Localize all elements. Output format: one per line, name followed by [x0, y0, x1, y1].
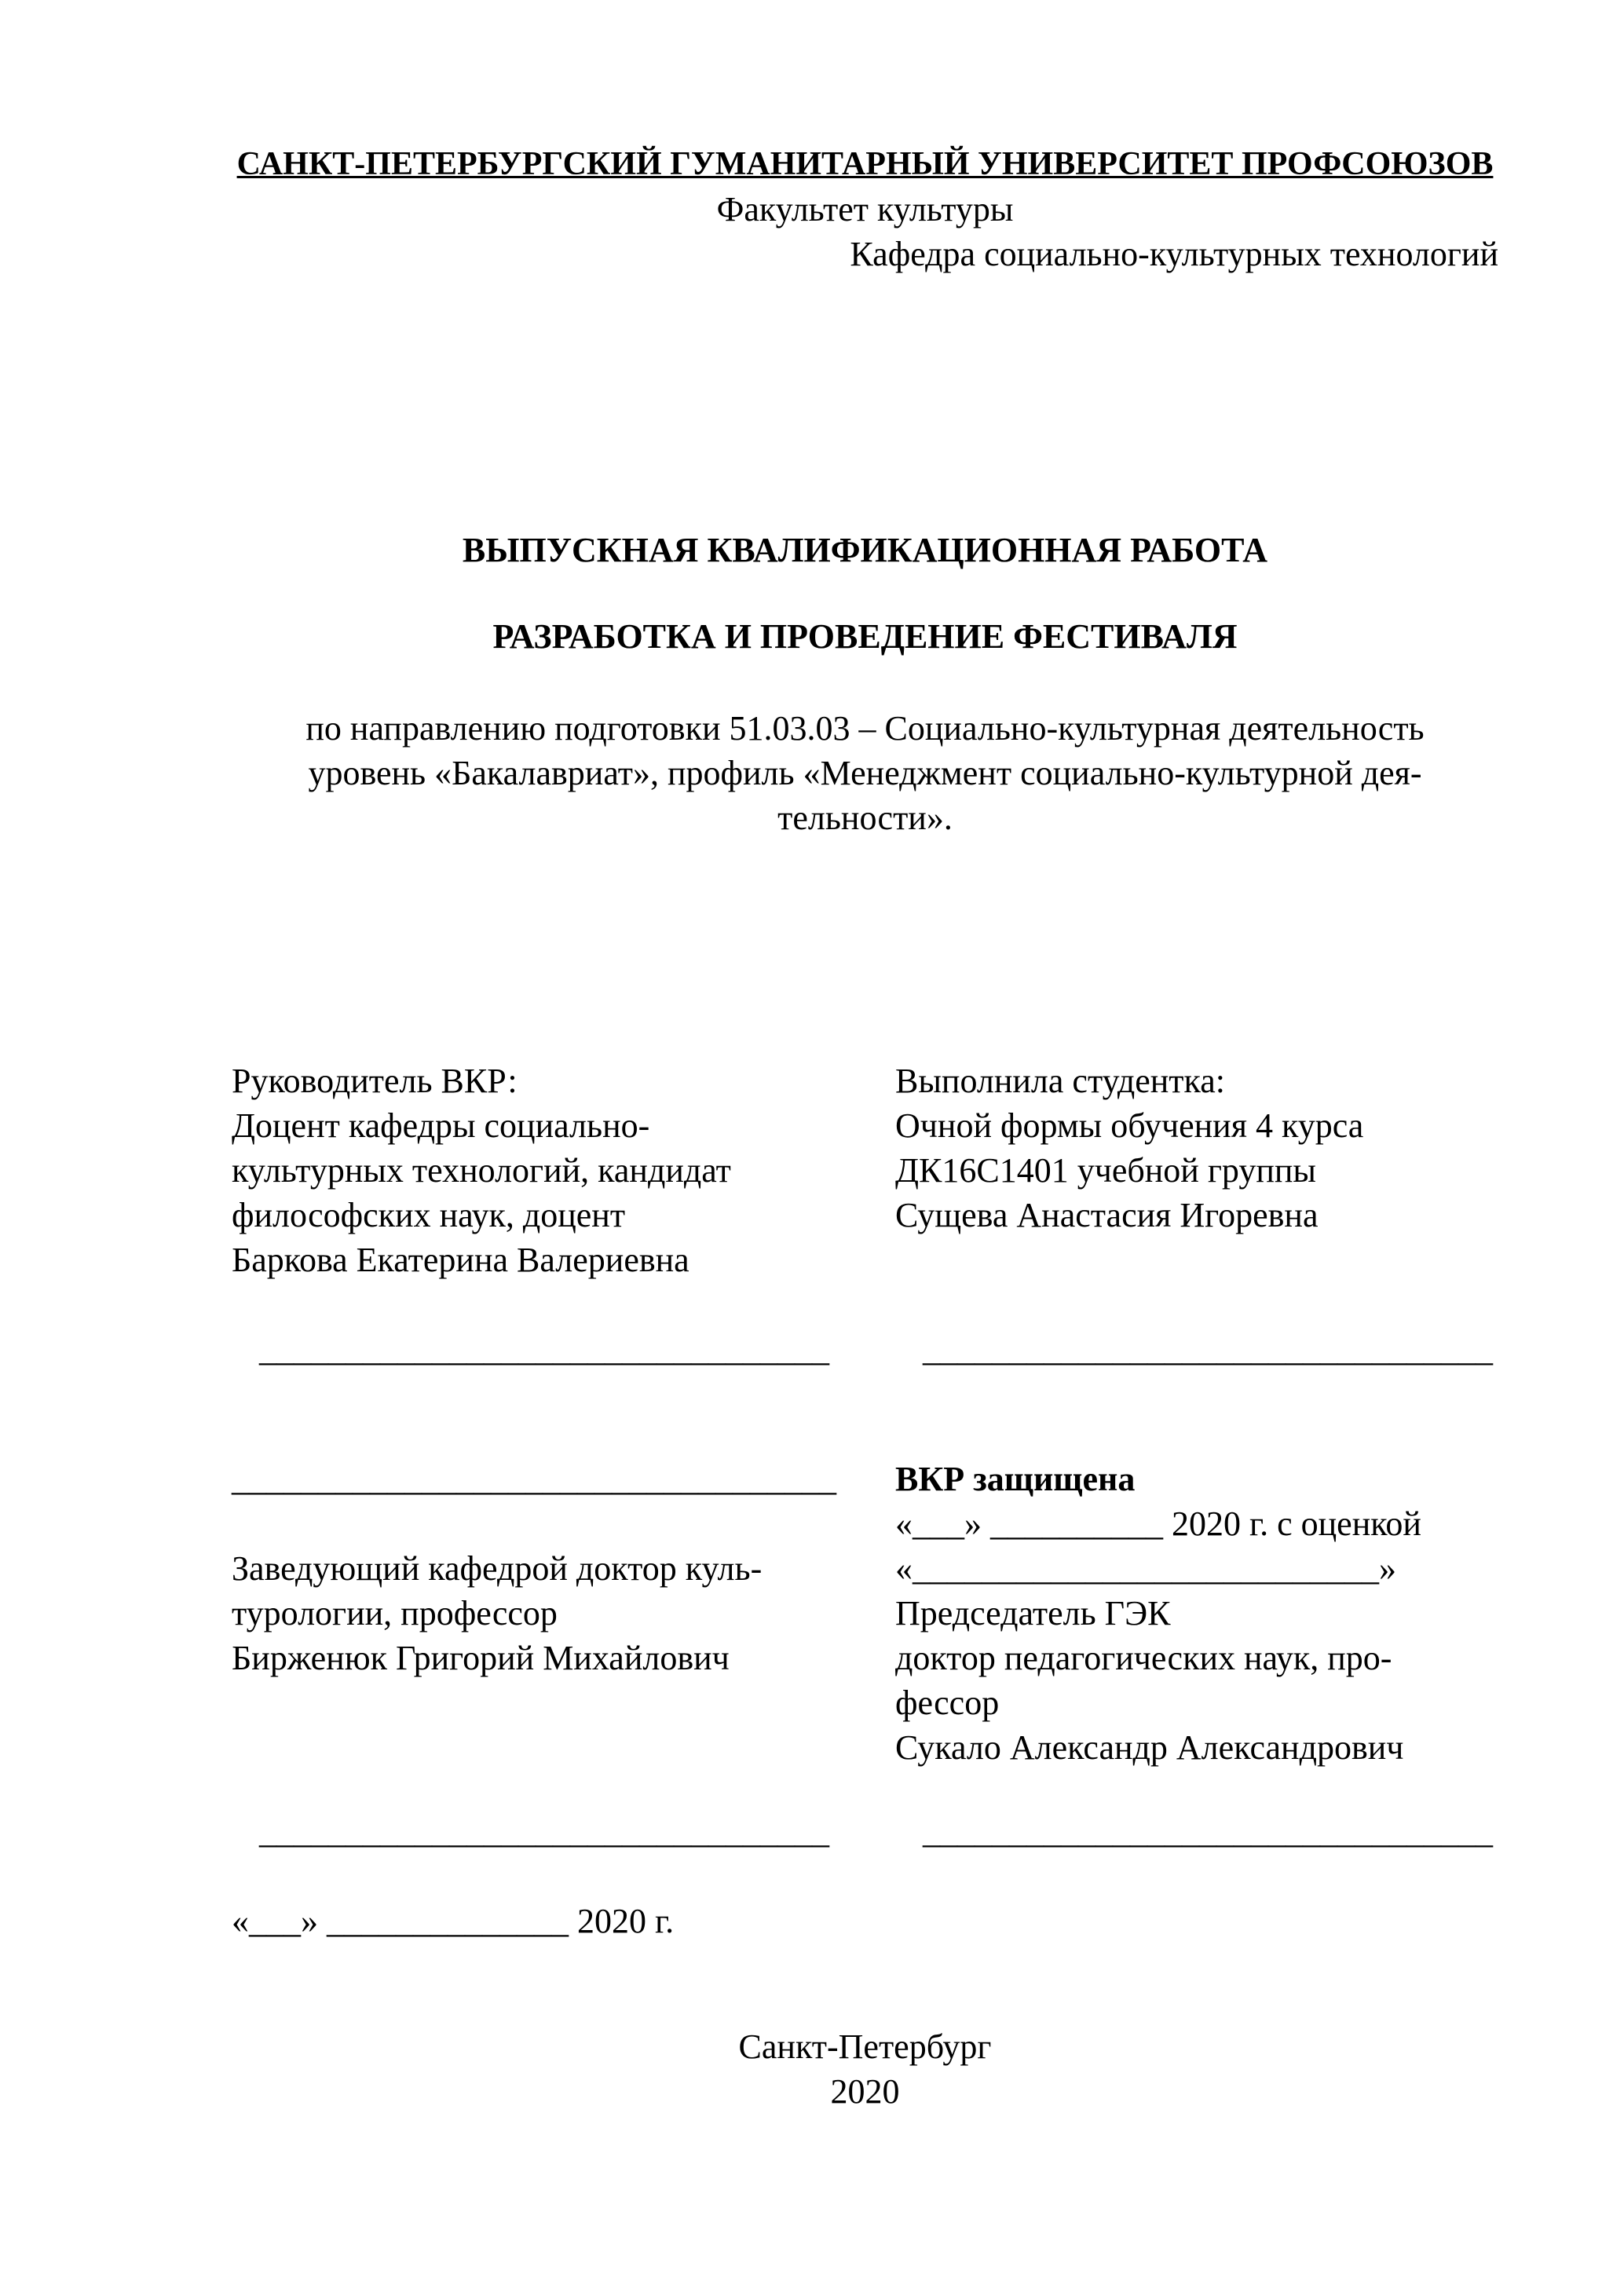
title-page-body: [232, 528, 1498, 2114]
signature-line: _________________________________: [259, 1330, 829, 1369]
chairman-line-1: доктор педагогических наук, про-: [895, 1639, 1392, 1677]
supervisor-block: [232, 1058, 895, 1282]
work-title: РАЗРАБОТКА И ПРОВЕДЕНИЕ ФЕСТИВАЛЯ: [492, 617, 1238, 656]
student-label: Выполнила студентка:: [895, 1062, 1225, 1100]
supervisor-label: Руководитель ВКР:: [232, 1062, 518, 1100]
chairman-signature-cell: [923, 1809, 1498, 1854]
chairman-line-2: фессор: [895, 1684, 1000, 1722]
work-type-title: ВЫПУСКНАЯ КВАЛИФИКАЦИОННАЯ РАБОТА: [462, 531, 1268, 569]
department-name: Кафедра социально-культурных технологий: [850, 235, 1498, 273]
signature-line: _________________________________: [923, 1812, 1493, 1851]
department-head-signature-cell: [232, 1809, 923, 1854]
student-line-2: ДК16С1401 учебной группы: [895, 1151, 1316, 1190]
program-line-2: уровень «Бакалавриат», профиль «Менеджмент социально-культурной дея-: [308, 754, 1422, 792]
document-footer: [232, 2024, 1498, 2114]
year: 2020: [830, 2072, 900, 2111]
student-signature-cell: [923, 1327, 1498, 1372]
date-line: «___» ______________ 2020 г.: [232, 1902, 675, 1940]
faculty-name: Факультет культуры: [716, 190, 1014, 229]
department-head-name: Бирженюк Григорий Михайлович: [232, 1639, 730, 1677]
university-name: САНКТ-ПЕТЕРБУРГСКИЙ ГУМАНИТАРНЫЙ УНИВЕРСИТЕТ ПРОФСОЮЗОВ: [236, 146, 1494, 182]
approval-row: [232, 1457, 1498, 1770]
student-line-1: Очной формы обучения 4 курса: [895, 1106, 1364, 1145]
program-line-1: по направлению подготовки 51.03.03 – Социально-культурная деятельность: [305, 709, 1425, 748]
signature-row-2: [232, 1809, 1498, 1854]
defense-block: [895, 1457, 1498, 1770]
city: Санкт-Петербург: [738, 2027, 992, 2066]
supervisor-name: Баркова Екатерина Валериевна: [232, 1241, 689, 1279]
chairman-label: Председатель ГЭК: [895, 1594, 1171, 1632]
defense-grade-blank: «___________________________»: [895, 1549, 1396, 1588]
department-head-block: [232, 1457, 895, 1680]
supervisor-line-3: философских наук, доцент: [232, 1196, 626, 1234]
supervisor-line-1: Доцент кафедры социально-: [232, 1106, 650, 1145]
student-name: Сущева Анастасия Игоревна: [895, 1196, 1319, 1234]
chairman-name: Сукало Александр Александрович: [895, 1728, 1404, 1767]
department-head-line-2: турологии, профессор: [232, 1594, 558, 1632]
credits-row: [232, 1058, 1498, 1282]
program-line-3: тельности».: [777, 799, 953, 837]
document-header: [232, 142, 1498, 276]
supervisor-signature-cell: [232, 1327, 923, 1372]
signature-line: ___________________________________: [232, 1460, 836, 1498]
signature-row-1: [232, 1327, 1498, 1372]
program-description: [232, 706, 1498, 840]
signature-line: _________________________________: [923, 1330, 1493, 1369]
spacer-line: [232, 1501, 895, 1546]
defense-title: ВКР защищена: [895, 1460, 1136, 1498]
supervisor-line-2: культурных технологий, кандидат: [232, 1151, 731, 1190]
signature-line: _________________________________: [259, 1812, 829, 1851]
student-block: [895, 1058, 1498, 1238]
defense-date-grade-line: «___» __________ 2020 г. с оценкой: [895, 1504, 1421, 1543]
department-head-line-1: Заведующий кафедрой доктор куль-: [232, 1549, 763, 1588]
